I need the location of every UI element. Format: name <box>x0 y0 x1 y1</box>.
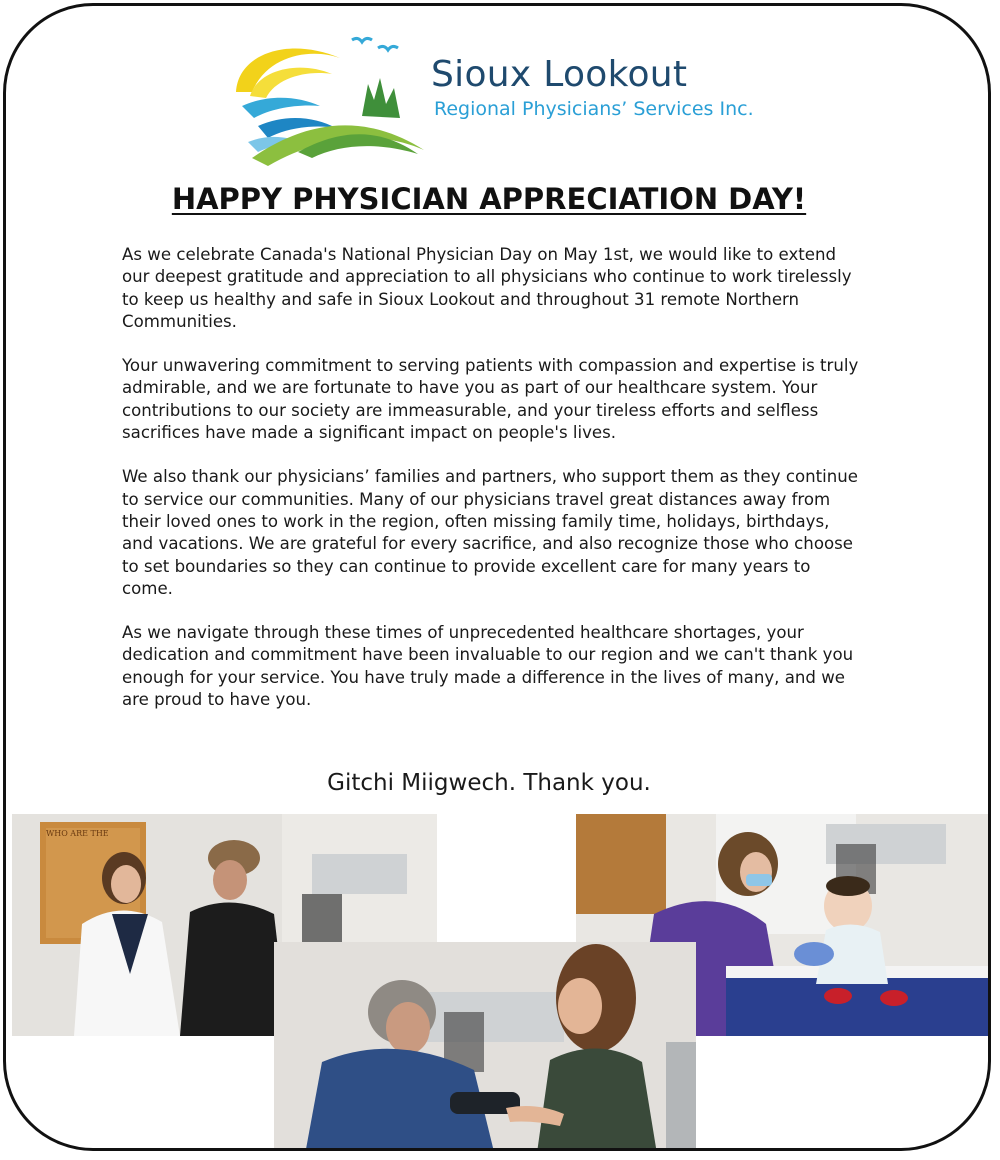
page-title: HAPPY PHYSICIAN APPRECIATION DAY! <box>171 182 807 216</box>
paragraph-2: Your unwavering commitment to serving patients with compassion and expertise is truly admirable, and we are fortunate to have you as part of our healthcare system. Your contributions to our society are immeasurable, and your tireless efforts and selfless sacrifices have made a significant impact on people's lives. <box>122 356 859 443</box>
closing-line: Gitchi Miigwech. Thank you. <box>327 770 651 796</box>
paragraph-4: As we navigate through these times of unprecedented healthcare shortages, your dedication and commitment have been invaluable to our region and we can't thank you enough for your service. You have truly made a difference in the lives of many, and we are proud to have you. <box>122 623 854 710</box>
logo-subtitle: Regional Physicians’ Services Inc. <box>434 98 754 120</box>
paragraph-3: We also thank our physicians’ families and partners, who support them as they continue to service our communities. Many of our physicians travel great distances away from their loved ones to work in the region, often missing family time, holidays, birthdays, and vacations. We are grateful for every sacrifice, and also recognize those who choose to set boundaries so they can continue to provide excellent care for many years to come. <box>122 467 859 598</box>
logo-emblem-icon <box>228 34 428 168</box>
letter-body <box>122 244 862 733</box>
page-frame <box>3 3 991 1151</box>
paragraph-1: As we celebrate Canada's National Physician Day on May 1st, we would like to extend our deepest gratitude and appreciation to all physicians who continue to work tirelessly to keep us healthy and safe in Sioux Lookout and throughout 31 remote Northern Communities. <box>122 245 852 331</box>
logo-name: Sioux Lookout <box>431 54 688 95</box>
photo-blood-pressure-check <box>274 942 696 1151</box>
poster-text: WHO ARE THE <box>46 829 109 838</box>
